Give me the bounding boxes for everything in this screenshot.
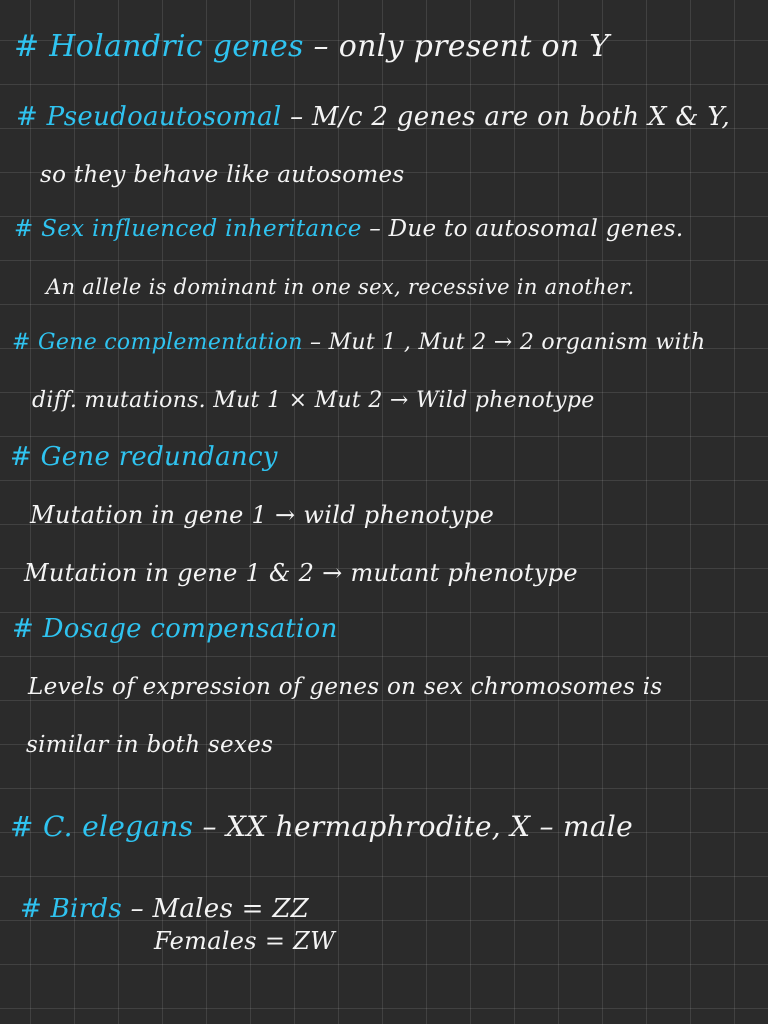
note-heading: # Gene redundancy: [10, 442, 278, 472]
note-heading: # Pseudoautosomal: [16, 102, 282, 132]
note-heading: # Holandric genes: [14, 29, 304, 64]
note-pseudoautosomal: [16, 100, 730, 134]
note-text: Due to autosomal genes.: [388, 216, 684, 242]
note-text: so they behave like autosomes: [40, 162, 405, 188]
note-separator: –: [361, 216, 389, 242]
note-sex-influenced-cont: [46, 270, 635, 304]
note-text: Males = ZZ: [152, 894, 310, 924]
note-pseudoautosomal-cont: [40, 158, 404, 192]
note-sex-influenced: [14, 212, 683, 246]
note-text: XX hermaphrodite, X – male: [226, 810, 634, 843]
note-dosage-compensation-1: [28, 670, 663, 704]
note-gene-redundancy-2: [24, 556, 578, 590]
note-heading: # C. elegans: [10, 810, 194, 843]
note-text: Females = ZW: [154, 927, 336, 955]
note-text: Levels of expression of genes on sex chromosomes is: [28, 674, 663, 700]
note-gene-complementation: [12, 326, 706, 360]
note-gene-redundancy: [10, 440, 278, 474]
note-separator: –: [303, 29, 339, 64]
note-text: similar in both sexes: [26, 732, 274, 758]
note-text: An allele is dominant in one sex, recessive in another.: [46, 275, 635, 299]
note-separator: –: [302, 330, 329, 355]
note-text: only present on Y: [338, 29, 610, 64]
note-text: Mutation in gene 1 & 2 → mutant phenotype: [24, 559, 578, 587]
note-birds-cont: [154, 924, 335, 958]
note-gene-redundancy-1: [30, 498, 494, 532]
note-heading: # Dosage compensation: [12, 614, 338, 644]
note-holandric-genes: [14, 30, 609, 64]
note-text: Mutation in gene 1 → wild phenotype: [30, 501, 495, 529]
note-heading: # Gene complementation: [12, 330, 303, 355]
note-separator: –: [122, 894, 153, 924]
note-gene-complementation-cont: [32, 384, 595, 418]
note-heading: # Sex influenced inheritance: [14, 216, 362, 242]
note-separator: –: [281, 102, 312, 132]
note-separator: –: [193, 810, 227, 843]
note-text: Mut 1 , Mut 2 → 2 organism with: [328, 330, 706, 355]
note-heading: # Birds: [20, 894, 122, 924]
note-text: M/c 2 genes are on both X & Y,: [311, 102, 731, 132]
note-dosage-compensation-2: [26, 728, 273, 762]
note-text: diff. mutations. Mut 1 × Mut 2 → Wild phenotype: [32, 388, 595, 413]
note-c-elegans: [10, 810, 633, 844]
note-birds: [20, 892, 309, 926]
note-dosage-compensation: [12, 612, 338, 646]
